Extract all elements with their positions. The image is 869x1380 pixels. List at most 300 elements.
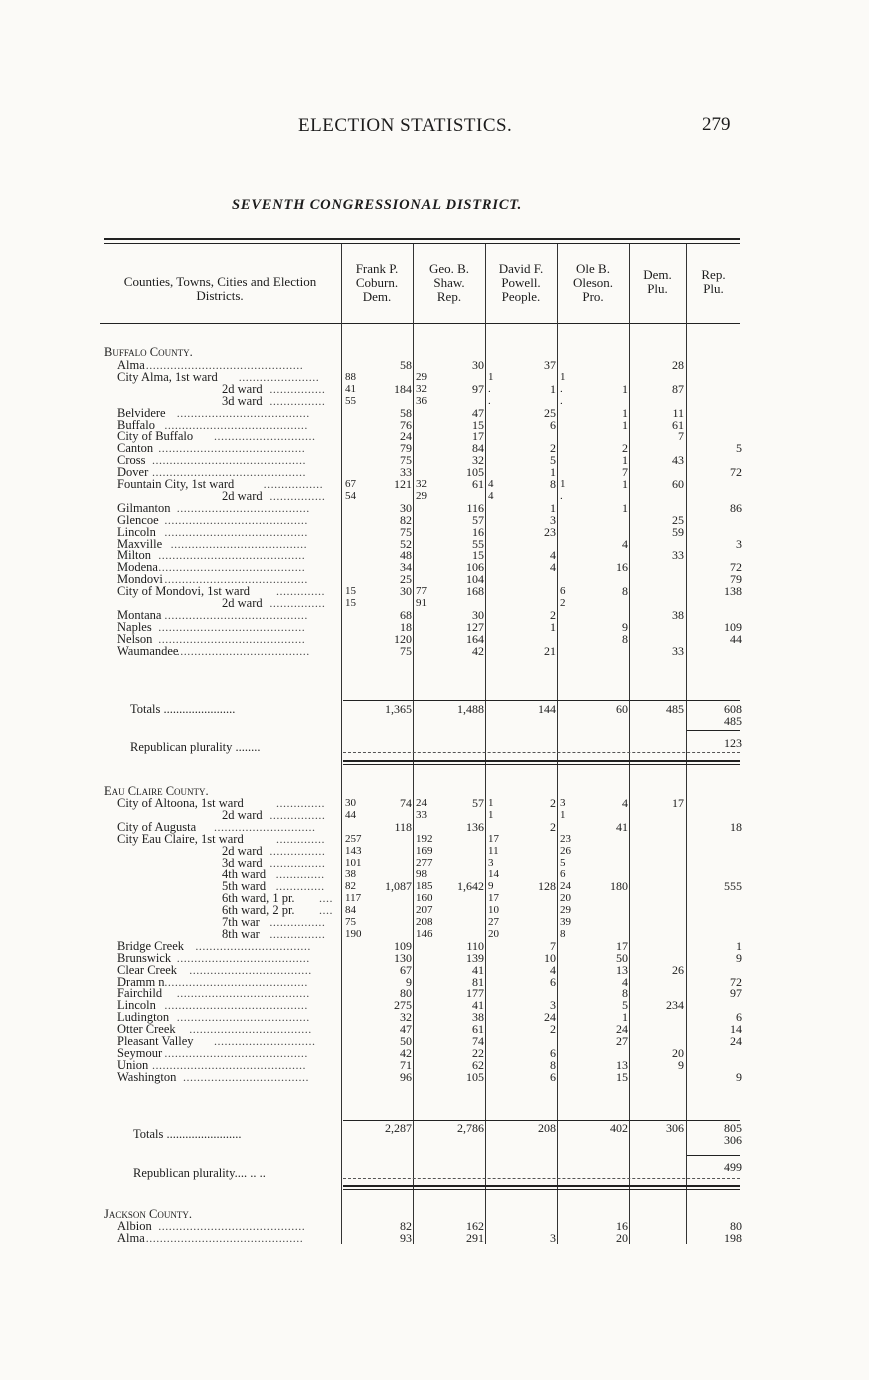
subtotal-sub_o: . [560, 489, 563, 502]
cell-powell: 2 [550, 607, 556, 622]
cell-rep: 138 [724, 584, 742, 599]
cell-oleson: 1 [622, 405, 628, 420]
subtotal-sub_s: 146 [416, 927, 433, 940]
subtotal-sub_o: 2 [560, 597, 566, 609]
cell-dem: 61 [672, 417, 684, 432]
leader-dots: ....................................... [170, 537, 308, 551]
rule [343, 760, 740, 762]
cell-powell: 23 [544, 524, 556, 539]
row-label: 4th ward [222, 867, 267, 882]
row-label: Gilmanton [117, 500, 171, 515]
cell-dem: 87 [672, 381, 684, 396]
cell-powell: 3 [550, 1230, 556, 1245]
subtotal-sub_o: 3 [560, 797, 566, 809]
cell-dem: 26 [672, 962, 684, 977]
subtotal-sub_s: 98 [416, 868, 427, 881]
cell-coburn: 32 [400, 1010, 412, 1025]
col-header-stub: Counties, Towns, Cities and Election Districts. [123, 274, 317, 303]
cell-shaw: 162 [466, 1219, 484, 1233]
cell-powell: 2 [550, 819, 556, 834]
rule [687, 1155, 740, 1156]
header-bottom-rule [100, 323, 740, 324]
cell-coburn: 50 [400, 1034, 412, 1048]
cell-shaw: 81 [472, 974, 484, 989]
col-rule [686, 244, 687, 1244]
cell-dem: 20 [672, 1045, 684, 1060]
row-label: 7th war [222, 915, 260, 929]
leader-dots: ...................................... [176, 644, 310, 658]
subtotal-sub_s: 24 [416, 797, 427, 809]
cell-dem: 9 [678, 1057, 684, 1072]
cell-dem: 59 [672, 524, 684, 539]
leader-dots: ................................... [189, 1023, 312, 1037]
totals-rep-second: 485 [724, 714, 742, 728]
subtotal-sub_o: . [560, 382, 563, 395]
row-label: Modena [117, 560, 158, 575]
cell-shaw: 38 [472, 1010, 484, 1025]
row-label: City Eau Claire, 1st ward [117, 831, 244, 846]
cell-oleson: 180 [610, 879, 628, 894]
cell-rep: 555 [724, 879, 742, 894]
cell-oleson: 50 [616, 950, 628, 965]
leader-dots: ...................................... [176, 501, 310, 515]
col-header-dem-plu: Dem. Plu. [643, 267, 672, 296]
cell-dem: 17 [672, 796, 684, 810]
cell-oleson: 4 [622, 796, 628, 810]
cell-coburn: 24 [400, 429, 412, 444]
cell-coburn: 67 [400, 962, 412, 977]
cell-shaw: 57 [472, 796, 484, 810]
totals-shaw: 2,786 [457, 1121, 484, 1135]
subtotal-sub_p: 1 [488, 797, 494, 809]
subtotal-sub_p: 14 [488, 868, 499, 881]
subtotal-sub_o: 6 [560, 585, 566, 598]
subtotal-sub_s: 160 [416, 892, 433, 905]
subtotal-sub_p: 20 [488, 927, 499, 940]
subtotal-sub_o: 23 [560, 832, 571, 845]
subtotal-sub_s: 32 [416, 382, 427, 395]
leader-dots: ................. [263, 478, 324, 491]
cell-oleson: 41 [616, 819, 628, 834]
subtotal-sub_p: 4 [488, 478, 494, 490]
subtotal-sub_c: 190 [345, 927, 362, 940]
row-label: Maxville [117, 536, 163, 551]
rule [343, 1178, 740, 1179]
subtotal-sub_c: 67 [345, 478, 356, 490]
subtotal-sub_s: 91 [416, 597, 427, 609]
totals-powell: 208 [538, 1121, 556, 1135]
subtotal-sub_o: 20 [560, 892, 571, 905]
cell-coburn: 75 [400, 453, 412, 468]
cell-shaw: 291 [466, 1230, 484, 1245]
col-rule [341, 244, 342, 1244]
leader-dots: ............................................. [145, 359, 304, 372]
cell-rep: 97 [730, 986, 742, 1001]
cell-oleson: 5 [622, 998, 628, 1013]
cell-rep: 9 [736, 1069, 742, 1084]
cell-dem: 234 [666, 998, 684, 1013]
cell-oleson: 1 [622, 381, 628, 396]
cell-coburn: 71 [400, 1057, 412, 1072]
cell-rep: 79 [730, 572, 742, 587]
cell-dem: 43 [672, 453, 684, 468]
col-header-oleson: Ole B. Oleson. Pro. [572, 261, 614, 304]
row-label: Nelson [117, 631, 153, 646]
col-header-shaw: Geo. B. Shaw. Rep. [428, 261, 470, 304]
cell-powell: 5 [550, 453, 556, 468]
row-label: Glencoe [117, 512, 159, 527]
row-label: City of Mondovi, 1st ward [117, 584, 250, 599]
county-heading: Buffalo County. [104, 345, 193, 359]
cell-powell: 6 [550, 1045, 556, 1060]
subtotal-sub_c: 117 [345, 892, 362, 905]
cell-shaw: 41 [472, 962, 484, 977]
subtotal-sub_p: . [488, 382, 491, 395]
subtotal-sub_p: 11 [488, 844, 499, 857]
row-label: Milton [117, 548, 152, 563]
subtotal-sub_p: 1 [488, 370, 494, 383]
leader-dots: ......................................... [164, 975, 308, 989]
cell-powell: 1 [550, 500, 556, 515]
cell-shaw: 41 [472, 998, 484, 1013]
leader-dots: ......................................... [164, 608, 308, 622]
row-label: 6th ward, 1 pr. [222, 891, 295, 906]
leader-dots: ......................................... [164, 999, 308, 1013]
subtotal-sub_c: 15 [345, 597, 356, 609]
row-label: City of Altoona, 1st ward [117, 796, 244, 810]
cell-coburn: 82 [400, 512, 412, 527]
leader-dots: ............................................ [152, 466, 306, 480]
cell-powell: 24 [544, 1010, 556, 1025]
cell-shaw: 106 [466, 560, 484, 575]
leader-dots: ............................. [214, 430, 316, 444]
cell-shaw: 177 [466, 986, 484, 1001]
cell-powell: 21 [544, 643, 556, 658]
top-rule [104, 238, 740, 240]
cell-dem: 11 [672, 405, 684, 420]
cell-shaw: 61 [472, 1022, 484, 1037]
cell-coburn: 93 [400, 1230, 412, 1245]
cell-coburn: 30 [400, 584, 412, 599]
cell-coburn: 75 [400, 524, 412, 539]
cell-shaw: 127 [466, 619, 484, 634]
cell-powell: 1 [550, 465, 556, 480]
cell-powell: 6 [550, 974, 556, 989]
leader-dots: ................................... [189, 963, 312, 977]
cell-coburn: 80 [400, 986, 412, 1001]
rule [343, 700, 740, 701]
leader-dots: ................ [269, 597, 326, 610]
leader-dots: ...................................... [176, 1011, 310, 1025]
cell-shaw: 84 [472, 441, 484, 456]
cell-shaw: 42 [472, 643, 484, 658]
cell-oleson: 16 [616, 1219, 628, 1233]
cell-coburn: 33 [400, 465, 412, 480]
cell-shaw: 61 [472, 477, 484, 491]
leader-dots: .............. [275, 880, 325, 894]
cell-rep: 72 [730, 465, 742, 480]
rule [687, 730, 740, 731]
cell-powell: 25 [544, 405, 556, 420]
col-header-powell: David F. Powell. People. [498, 261, 544, 304]
totals-rep: 805 [724, 1121, 742, 1135]
subtotal-sub_c: 101 [345, 856, 362, 869]
subtotal-sub_p: 17 [488, 892, 499, 905]
subtotal-sub_o: 1 [560, 478, 566, 490]
cell-coburn: 75 [400, 643, 412, 658]
subtotal-sub_p: 27 [488, 916, 499, 928]
subtotal-sub_s: 29 [416, 489, 427, 502]
cell-oleson: 7 [622, 465, 628, 480]
leader-dots: .......................................... [158, 561, 306, 575]
cell-rep: 9 [736, 950, 742, 965]
leader-dots: ......................................... [164, 525, 308, 539]
subtotal-sub_c: 44 [345, 808, 356, 821]
subtotal-sub_c: 15 [345, 585, 356, 598]
leader-dots: ......................................... [164, 573, 308, 587]
cell-rep: 5 [736, 441, 742, 456]
subtotal-sub_c: 88 [345, 370, 356, 383]
totals-powell: 144 [538, 702, 556, 716]
plurality-label: Republican plurality.... .. .. [133, 1166, 266, 1180]
cell-shaw: 22 [472, 1045, 484, 1060]
totals-dem: 485 [666, 702, 684, 716]
row-label: 2d ward [222, 488, 263, 503]
row-label: Albion [117, 1219, 152, 1233]
cell-oleson: 2 [622, 441, 628, 456]
row-label: Cross [117, 453, 146, 468]
cell-rep: 72 [730, 560, 742, 575]
cell-shaw: 15 [472, 548, 484, 563]
cell-powell: 3 [550, 998, 556, 1013]
plurality-label: Republican plurality ........ [130, 740, 261, 754]
leader-dots: .................................... [183, 1070, 309, 1084]
cell-coburn: 48 [400, 548, 412, 563]
col-rule [629, 244, 630, 1244]
subtotal-sub_c: 257 [345, 832, 362, 845]
subtotal-sub_s: 32 [416, 478, 427, 490]
cell-powell: 6 [550, 1069, 556, 1084]
col-header-rep-plu: Rep. Plu. [701, 267, 726, 296]
cell-rep: 3 [736, 536, 742, 551]
cell-shaw: 139 [466, 950, 484, 965]
cell-oleson: 9 [622, 619, 628, 634]
cell-shaw: 62 [472, 1057, 484, 1072]
top-rule-thin [104, 243, 740, 244]
leader-dots: ......................................... [164, 1046, 308, 1060]
cell-powell: 8 [550, 477, 556, 491]
subtotal-sub_p: 3 [488, 856, 494, 869]
row-label: Alma [117, 1230, 145, 1245]
leader-dots: ................ [269, 394, 326, 408]
leader-dots: .............. [276, 832, 325, 846]
row-label: Seymour [117, 1045, 163, 1060]
rule [343, 764, 740, 765]
row-label: Alma [117, 358, 145, 372]
cell-oleson: 1 [622, 417, 628, 432]
cell-coburn: 121 [394, 477, 412, 491]
totals-shaw: 1,488 [457, 702, 484, 716]
subtotal-sub_p: 1 [488, 808, 494, 821]
leader-dots: ............................................ [152, 1058, 306, 1072]
cell-oleson: 13 [616, 962, 628, 977]
cell-oleson: 1 [622, 477, 628, 491]
totals-label: Totals ........................ [133, 1127, 242, 1141]
row-label: Montana [117, 607, 162, 622]
row-label: City of Buffalo [117, 429, 194, 444]
row-label: Fountain City, 1st ward [117, 477, 235, 491]
row-label: 3d ward [222, 855, 263, 870]
subtotal-sub_o: 1 [560, 808, 566, 821]
row-label: Union [117, 1057, 149, 1072]
leader-dots: .......................................... [158, 442, 306, 456]
cell-oleson: 13 [616, 1057, 628, 1072]
leader-dots: ...................................... [176, 406, 310, 420]
cell-dem: 7 [678, 429, 684, 444]
subtotal-sub_s: 185 [416, 880, 433, 893]
row-label: Canton [117, 441, 154, 456]
cell-dem: 33 [672, 643, 684, 658]
subtotal-sub_s: 29 [416, 370, 427, 383]
leader-dots: .......................................... [158, 620, 306, 634]
cell-coburn: 120 [394, 631, 412, 646]
row-label: Waumandee [117, 643, 179, 658]
cell-coburn: 96 [400, 1069, 412, 1084]
cell-coburn: 68 [400, 607, 412, 622]
plurality-rep: 499 [724, 1160, 742, 1174]
totals-rep-second: 306 [724, 1133, 742, 1147]
cell-shaw: 168 [466, 584, 484, 599]
totals-label: Totals ....................... [130, 702, 236, 716]
cell-coburn: 9 [406, 974, 412, 989]
cell-oleson: 8 [622, 584, 628, 599]
leader-dots: .......................................... [158, 1220, 306, 1233]
cell-powell: 2 [550, 441, 556, 456]
leader-dots: ............................. [214, 820, 316, 834]
cell-powell: 4 [550, 962, 556, 977]
subtotal-sub_o: 8 [560, 927, 566, 940]
cell-shaw: 97 [472, 381, 484, 396]
cell-rep: 109 [724, 619, 742, 634]
row-label: Brunswick [117, 950, 172, 965]
subtotal-sub_o: 24 [560, 880, 571, 893]
cell-coburn: 52 [400, 536, 412, 551]
cell-oleson: 16 [616, 560, 628, 575]
running-title: ELECTION STATISTICS. [298, 115, 513, 136]
cell-coburn: 34 [400, 560, 412, 575]
col-rule [557, 244, 558, 1244]
leader-dots: ......................................... [164, 513, 308, 527]
county-heading: Eau Claire County. [104, 784, 209, 798]
row-label: 2d ward [222, 807, 263, 822]
cell-coburn: 130 [394, 950, 412, 965]
cell-oleson: 17 [616, 938, 628, 953]
cell-dem: 33 [672, 548, 684, 563]
row-label: 6th ward, 2 pr. [222, 903, 295, 918]
rule [343, 752, 740, 753]
cell-powell: 7 [550, 938, 556, 953]
cell-powell: 3 [550, 512, 556, 527]
cell-coburn: 25 [400, 572, 412, 587]
section-subtitle: SEVENTH CONGRESSIONAL DISTRICT. [232, 197, 523, 213]
subtotal-sub_s: 208 [416, 916, 433, 928]
leader-dots: ......................................... [164, 418, 308, 432]
cell-shaw: 116 [466, 500, 484, 515]
subtotal-sub_c: 41 [345, 382, 356, 395]
row-label: 2d ward [222, 596, 263, 610]
cell-dem: 60 [672, 477, 684, 491]
leader-dots: ....................... [238, 370, 320, 384]
cell-rep: 6 [736, 1010, 742, 1025]
cell-rep: 72 [730, 974, 742, 989]
cell-dem: 28 [672, 358, 684, 372]
row-label: 3d ward [222, 393, 263, 408]
leader-dots: ................ [269, 927, 326, 941]
leader-dots: ...................................... [176, 951, 310, 965]
subtotal-sub_o: 29 [560, 904, 571, 917]
cell-coburn: 184 [394, 381, 412, 396]
cell-powell: 1 [550, 381, 556, 396]
subtotal-sub_c: 143 [345, 844, 362, 857]
cell-oleson: 1 [622, 500, 628, 515]
row-label: 2d ward [222, 843, 263, 858]
cell-shaw: 15 [472, 417, 484, 432]
cell-coburn: 79 [400, 441, 412, 456]
cell-dem: 25 [672, 512, 684, 527]
row-label: Buffalo [117, 417, 155, 432]
subtotal-sub_c: 75 [345, 916, 356, 928]
cell-oleson: 4 [622, 974, 628, 989]
subtotal-sub_o: 1 [560, 370, 566, 383]
cell-coburn: 118 [394, 819, 412, 834]
cell-rep: 24 [730, 1034, 742, 1048]
cell-rep: 18 [730, 819, 742, 834]
leader-dots: ................ [269, 844, 326, 858]
cell-shaw: 55 [472, 536, 484, 551]
subtotal-sub_s: 207 [416, 904, 433, 917]
subtotal-sub_s: 36 [416, 394, 427, 407]
cell-coburn: 58 [400, 358, 412, 372]
leader-dots: ............................. [214, 1035, 316, 1048]
row-label: Fairchild [117, 986, 163, 1001]
subtotal-sub_p: 17 [488, 832, 499, 845]
subtotal-sub_c: 82 [345, 880, 356, 893]
cell-coburn: 47 [400, 1022, 412, 1037]
cell-oleson: 20 [616, 1230, 628, 1245]
totals-coburn: 2,287 [385, 1121, 412, 1135]
subtotal-sub_s: 33 [416, 808, 427, 821]
leader-dots: .......................................... [158, 549, 306, 563]
subtotal-sub_o: 6 [560, 868, 566, 881]
col-rule [413, 244, 414, 1244]
subtotal-sub_o: . [560, 394, 563, 407]
cell-powell: 10 [544, 950, 556, 965]
row-label: Mondovi [117, 572, 163, 587]
totals-rep: 608 [724, 702, 742, 716]
subtotal-sub_s: 192 [416, 832, 433, 845]
leader-dots: ...................................... [176, 987, 310, 1001]
cell-rep: 44 [730, 631, 742, 646]
cell-shaw: 136 [466, 819, 484, 834]
leader-dots: .............. [275, 868, 325, 882]
leader-dots: .............. [276, 585, 325, 599]
leader-dots: ............................................. [145, 1231, 304, 1245]
totals-oleson: 60 [616, 702, 628, 716]
totals-dem: 306 [666, 1121, 684, 1135]
subtotal-sub_s: 277 [416, 856, 433, 869]
cell-oleson: 27 [616, 1034, 628, 1048]
cell-powell: 37 [544, 358, 556, 372]
